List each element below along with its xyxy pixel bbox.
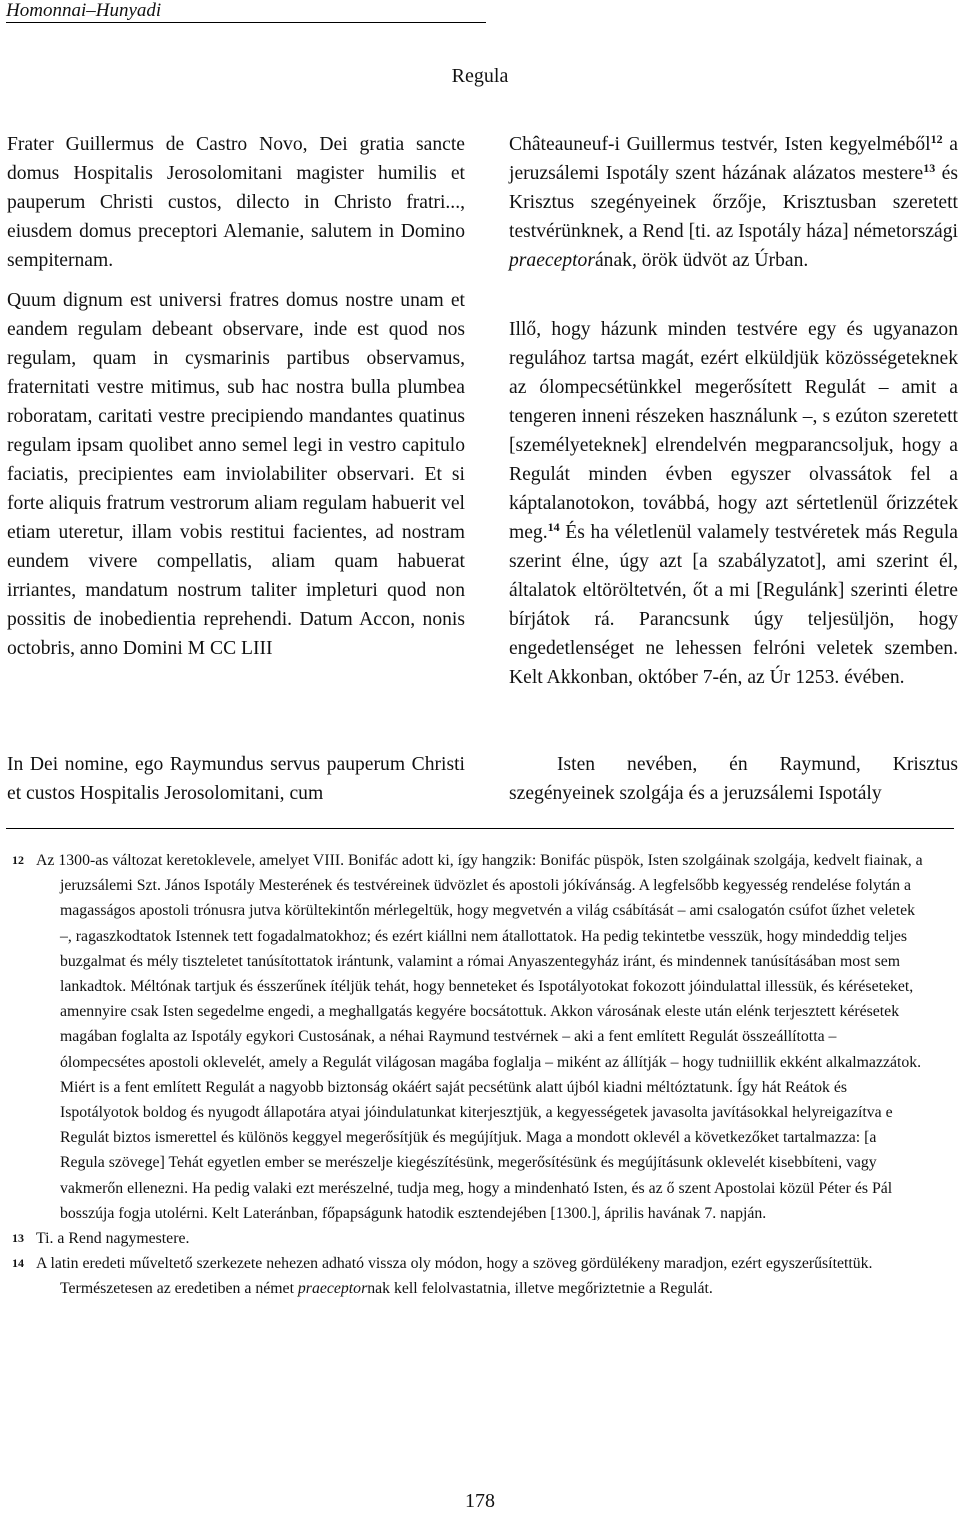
footnotes — [12, 848, 924, 1302]
hungarian-salutation-part-a: Châteauneuf-i Guillermus testvér, Isten kegyelméből — [509, 134, 931, 155]
footnote-14 — [12, 1251, 924, 1301]
hungarian-salutation — [509, 130, 958, 275]
latin-body: Quum dignum est universi fratres domus nostre unam et eandem regulam debeant observare, inde est quod nos regulam, quam in cysmarinis partibus observamus, fraternitati vestre mitimus, sub hac nostra bulla plumbea roboratam, caritati vestre precipiendo mandantes quatinus regulam ipsam quolibet anno semel legi in vestro capitulo faciatis, precipientes eam inviolabiliter observari. Et si forte aliquis fratrum vestrorum aliam regulam habuerit vel etiam uteretur, illam vobis restitui facientes, ad nostram eundem vivere compellatis, aliam quam habuerat irriantes, mandatum nostrum taliter impleturi quod non possitis de inobedientia reprehendi. Datum Accon, nonis octobris, anno Domini M CC LIII — [7, 290, 465, 659]
footnote-text: Az 1300-as változat keretoklevele, amelyet VIII. Bonifác adott ki, így hangzik: Bonifác püspök, Isten szolgáinak szolgája, kedvelt fiainak, a jeruzsálemi Szt. János Ispotály Mesterének és testvéreinek üdvözlet és apostoli jókívánság. A legfelsőbb kegyesség rendelése folytán a magasságos apostoli trónusra jutva körültekintőn mérlegeltük, hogy megvetvén a világ csábítását – ami csalogatón csúfot űzhet veletek –, ragaszkodtatok Istennek tett fogadalmatokhoz; és ezért kiállni nem átallottatok. Ha pedig tekintetbe vesszük, hogy mindeddig teljes buzgalmat és mély tiszteletet tanúsítottatok irántunk, valamint a római Anyaszentegyház iránt, és mindennek tanúsításában most sem lankadtok. Méltónak tartjuk és ésszerűnek ítéljük tehát, hogy benneteket és Ispotályotokat fokozott jóindulattal illessük, és kéréseteket, amennyire csak Isten segedelme engedi, a meghallgatás kegyére bocsátottuk. Akkon városának eleste után elénk terjesztett kérésetek magában foglalta az Ispotály egykori Custosának, a néhai Raymund testvérnek – aki a fent említett Regulát összeállította – ólompecsétes apostoli oklevelét, amely a Regulát világosan magába foglalja – miként az állítják – hogy tudniillik ekként alkalmazzátok. Miért is a fent említett Regulát a nagyobb biztonság okáért saját pecsétünk alatt újból kiadni méltóztatunk. Így hát Reátok és Ispotályotok boldog és nyugodt állapotára atyai jóindulatunkat kiterjesztjük, a kegyességetek javasolta javításokkal helyreigazítva e Regulát biztos ismerettel és különös keggyel megerősítjük és megújítjuk. Maga a mondott oklevél a következőket tartalmazza: [a Regula szövege] Tehát egyetlen ember se merészelje kiegészítésünk, megerősítésünk és megújításunk oklevelét kisebbíteni, vagy vakmerőn ellenezni. Ha pedig valaki ezt merészelné, tudja meg, hogy a mindenható Isten, és az ő szent Apostolai közül Péter és Pál bosszúja fogja utolérni. Kelt Lateránban, főpapságunk hatodik esztendejében [1300.], április havának 7. napján. — [36, 852, 923, 1222]
footnote-12 — [12, 848, 924, 1226]
footnote-ref-13: 13 — [923, 161, 936, 175]
hungarian-salutation-part-d: ának, örök üdvöt az Úrban. — [594, 250, 809, 271]
hungarian-body-part-b: És ha véletlenül valamely testvéretek más Regula szerint élne, úgy azt [a szabályzatot], ami szerint él, általatok eltöröltetvén, őt a mi [Regulánk] szerinti életre bírjátok rá. Parancsunk úgy teljesüljön, hogy engedetlenséget ne lehessen felróni veletek szemben. Kelt Akkonban, október 7-én, az Úr 1253. évében. — [509, 522, 958, 688]
footnote-number: 12 — [12, 853, 24, 867]
hungarian-salutation-part-b: a jeruzsálemi Ispotály szent házának alázatos mestere — [509, 134, 958, 184]
page-number: 178 — [465, 1490, 495, 1512]
footnote-number: 13 — [12, 1231, 24, 1246]
latin-salutation: Frater Guillermus de Castro Novo, Dei gratia sancte domus Hospitalis Jerosolomitani magister humilis et pauperum Christi custos, dilecto in Christo fratri..., eiusdem domus preceptori Alemanie, salutem in Domino sempiternam. — [7, 134, 465, 271]
footnote-text-italic: praeceptor — [297, 1280, 368, 1298]
footnote-ref-14: 14 — [547, 520, 560, 534]
hungarian-salutation-part-c: és Krisztus szegényeinek őrzője, Krisztusban szeretett testvérünknek, a Rend [ti. az Ispotály háza] németországi — [509, 163, 958, 242]
hungarian-salutation-italic: praeceptor — [509, 250, 595, 271]
footnote-number: 14 — [12, 1256, 24, 1271]
section-title: Regula — [451, 65, 509, 87]
footnote-text-part-a: A latin eredeti műveltető szerkezete nehezen adható vissza oly módon, hogy a szöveg gördülékeny maradjon, ezért egyszerűsítettük. Természetesen az eredetiben a német — [36, 1255, 873, 1298]
footnote-13 — [12, 1226, 924, 1251]
footnote-ref-12: 12 — [930, 132, 943, 146]
footnote-text-part-b: nak kell felolvastatnia, illetve megőriztetnie a Regulát. — [367, 1280, 713, 1298]
footnote-text: Ti. a Rend nagymestere. — [36, 1230, 190, 1248]
running-head: Homonnai–Hunyadi — [6, 0, 486, 23]
footnote-separator — [6, 828, 954, 829]
hungarian-body — [509, 315, 958, 692]
hungarian-body-part-a: Illő, hogy házunk minden testvére egy és ugyanazon regulához tartsa magát, ezért elküldjük közösségeteknek az ólompecsétünkkel megerősített Regulát – amit a tengeren inneni részeken használunk –, s ezúton szeretett [személyeteknek] elrendelvén megparancsoljuk, hogy a Regulát minden évben egyszer olvassátok fel a káptalanotokon, továbbá, hogy azt sértetlenül őrizzétek meg. — [509, 319, 958, 543]
latin-raymund-intro: In Dei nomine, ego Raymundus servus pauperum Christi et custos Hospitalis Jerosolomitani, cum — [7, 754, 465, 804]
hungarian-raymund-intro: Isten nevében, én Raymund, Krisztus szegényeinek szolgája és a jeruzsálemi Ispotály — [509, 754, 958, 804]
